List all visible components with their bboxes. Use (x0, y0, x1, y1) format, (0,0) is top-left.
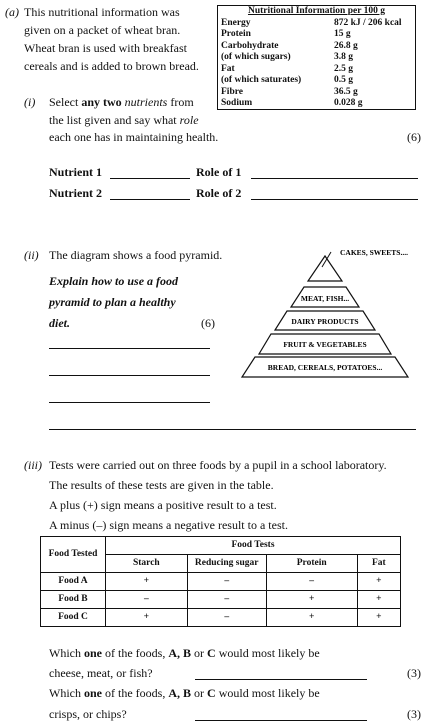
result-cell: + (357, 591, 400, 609)
q1-marks: (3) (407, 666, 421, 680)
food-tested-header: Food Tested (41, 537, 106, 573)
question-i-line-3: each one has in maintaining health. (49, 130, 219, 144)
question-ii-marks: (6) (201, 316, 215, 330)
food-name: Food C (41, 609, 106, 627)
question-i-line-2: the list given and say what role (49, 113, 199, 127)
pyramid-label-top: CAKES, SWEETS.... (340, 248, 408, 257)
intro-line-3: Wheat bran is used with breakfast (24, 41, 187, 55)
food-pyramid-diagram (230, 246, 420, 378)
question-i-label: (i) (24, 95, 36, 109)
result-cell: – (187, 609, 266, 627)
explain-line-2: pyramid to plan a healthy (49, 295, 176, 309)
nutrition-row: (of which sugars) 3.8 g (221, 52, 353, 62)
table-row (41, 591, 401, 609)
question-iii-line-2: The results of these tests are given in the table. (49, 478, 274, 492)
pyramid-label: DAIRY PRODUCTS (291, 317, 359, 326)
nutrient-1-label: Nutrient 1 (49, 165, 102, 179)
table-row (41, 573, 401, 591)
answer-line[interactable] (49, 402, 210, 403)
question-i-line-1: Select any two nutrients from (49, 95, 194, 109)
nutrition-row: Fat 2.5 g (221, 64, 353, 74)
nutrition-title: Nutritional Information per 100 g (247, 6, 386, 16)
nutrition-row: Protein 15 g (221, 29, 351, 39)
nutrient-2-label: Nutrient 2 (49, 186, 102, 200)
answer-line[interactable] (49, 429, 416, 430)
nutrient-2-answer-line[interactable] (110, 199, 190, 200)
question-iii-q2-line-2: crisps, or chips? (49, 707, 127, 721)
result-cell: + (266, 591, 357, 609)
food-name: Food B (41, 591, 106, 609)
nutrition-row: Fibre 36.5 g (221, 87, 358, 97)
food-name: Food A (41, 573, 106, 591)
table-row (41, 609, 401, 627)
question-ii-label: (ii) (24, 248, 39, 262)
nutrition-information-box (217, 5, 416, 110)
nutrition-row: Carbohydrate 26.8 g (221, 41, 358, 51)
nutrition-row: Sodium 0.028 g (221, 98, 363, 108)
nutrition-row: Energy 872 kJ / 206 kcal (221, 18, 402, 28)
question-iii-q2-line-1: Which one of the foods, A, B or C would most likely be (49, 686, 320, 700)
role-1-answer-line[interactable] (251, 178, 418, 179)
nutrient-1-answer-line[interactable] (110, 178, 190, 179)
answer-line[interactable] (49, 375, 210, 376)
question-iii-line-4: A minus (–) sign means a negative result to a test. (49, 518, 288, 532)
column-header: Fat (357, 555, 400, 573)
question-iii-q1-line-1: Which one of the foods, A, B or C would most likely be (49, 646, 320, 660)
result-cell: – (187, 591, 266, 609)
question-ii-line-1: The diagram shows a food pyramid. (49, 248, 223, 262)
part-a-label: (a) (5, 5, 19, 19)
pyramid-label: MEAT, FISH... (300, 294, 350, 303)
question-iii-label: (iii) (24, 458, 42, 472)
q2-marks: (3) (407, 707, 421, 721)
question-iii-line-1: Tests were carried out on three foods by a pupil in a school laboratory. (49, 458, 387, 472)
q1-answer-line[interactable] (195, 679, 367, 680)
nutrition-row: (of which saturates) 0.5 g (221, 75, 353, 85)
intro-line-4: cereals and is added to brown bread. (24, 59, 199, 73)
pyramid-label: BREAD, CEREALS, POTATOES... (267, 363, 383, 372)
answer-line[interactable] (49, 348, 210, 349)
intro-line-1: This nutritional information was (24, 5, 180, 19)
column-header: Starch (106, 555, 188, 573)
column-header: Protein (266, 555, 357, 573)
pyramid-tier-top (308, 256, 342, 281)
pyramid-pointer-line (322, 252, 331, 267)
result-cell: – (106, 591, 188, 609)
result-cell: + (357, 609, 400, 627)
role-2-label: Role of 2 (196, 186, 242, 200)
food-tests-table (40, 536, 401, 627)
question-iii-q1-line-2: cheese, meat, or fish? (49, 666, 153, 680)
column-header: Reducing sugar (187, 555, 266, 573)
result-cell: – (187, 573, 266, 591)
result-cell: + (106, 573, 188, 591)
explain-line-3: diet. (49, 316, 70, 330)
q2-answer-line[interactable] (195, 720, 367, 721)
result-cell: – (266, 573, 357, 591)
food-tests-header: Food Tests (106, 537, 401, 555)
intro-line-2: given on a packet of wheat bran. (24, 23, 181, 37)
result-cell: + (266, 609, 357, 627)
role-2-answer-line[interactable] (251, 199, 418, 200)
question-iii-line-3: A plus (+) sign means a positive result to a test. (49, 498, 277, 512)
question-i-marks: (6) (407, 130, 421, 144)
pyramid-label: FRUIT & VEGETABLES (283, 340, 367, 349)
result-cell: + (106, 609, 188, 627)
role-1-label: Role of 1 (196, 165, 242, 179)
explain-line-1: Explain how to use a food (49, 274, 179, 288)
result-cell: + (357, 573, 400, 591)
